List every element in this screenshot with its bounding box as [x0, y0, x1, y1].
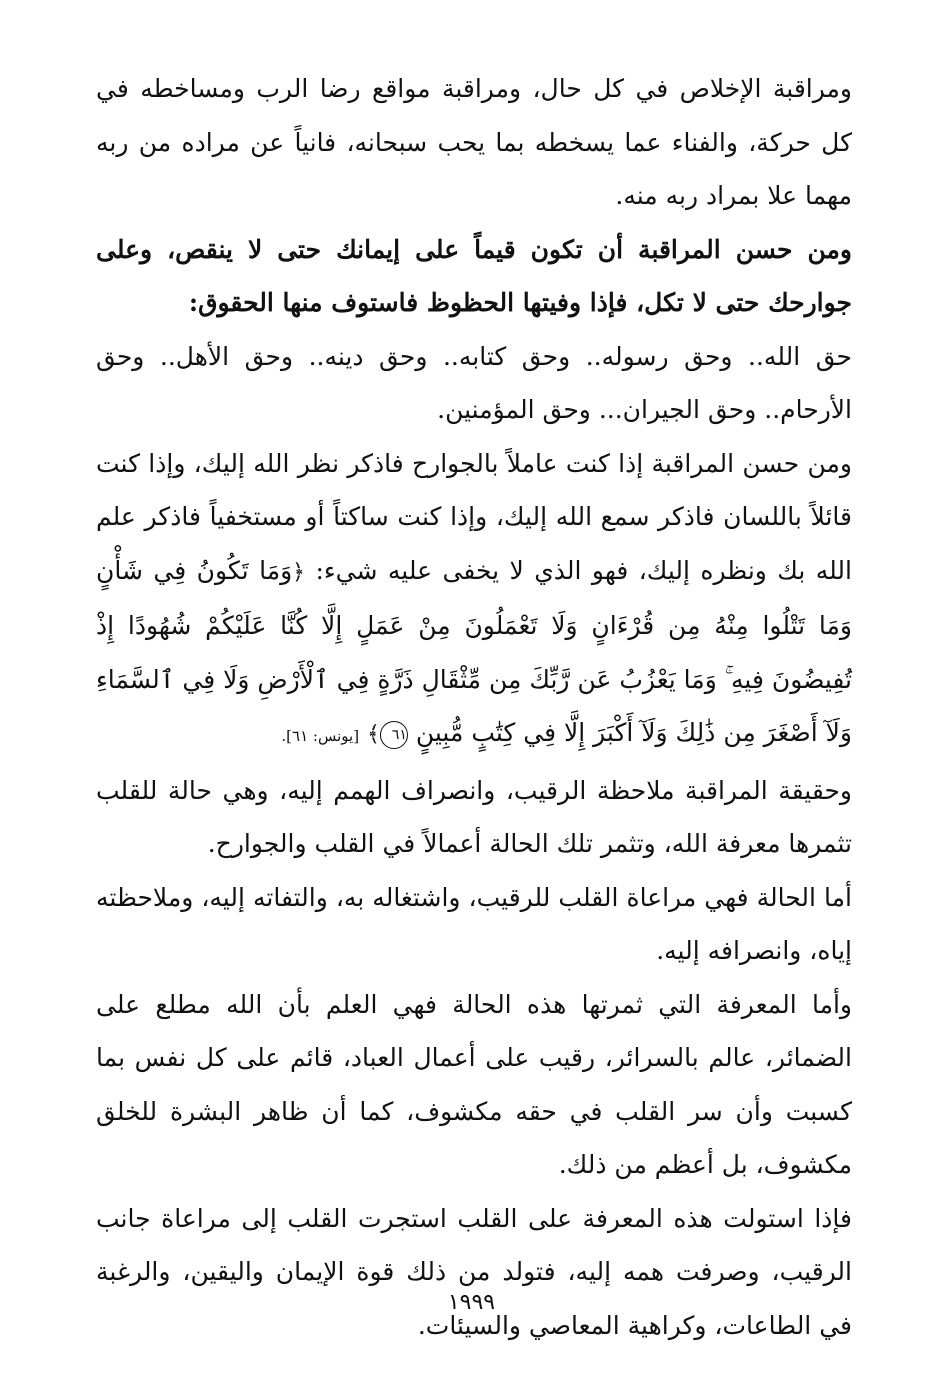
paragraph-3: حق الله.. وحق رسوله.. وحق كتابه.. وحق دينه.. وحق الأهل.. وحق الأرحام.. وحق الجيران... وحق المؤمنين.	[96, 341, 852, 424]
paragraph-5: وحقيقة المراقبة ملاحظة الرقيب، وانصراف الهمم إليه، وهي حالة للقلب تثمرها معرفة الله، وتثمر تلك الحالة أعمالاً في القلب والجوارح.	[96, 775, 852, 858]
paragraph-8: فإذا استولت هذه المعرفة على القلب استجرت القلب إلى مراعاة جانب الرقيب، وصرفت همه إليه، فتولد من ذلك قوة الإيمان واليقين، والرغبة في الطاعات، وكراهية المعاصي والسيئات.	[96, 1203, 852, 1340]
paragraph-1: ومراقبة الإخلاص في كل حال، ومراقبة مواقع رضا الرب ومساخطه في كل حركة، والفناء عما يسخطه بما يحب سبحانه، فانياً عن مراده من ربه مهما علا بمراد ربه منه.	[96, 74, 852, 210]
paragraph-4-with-verse	[96, 437, 852, 764]
ornate-bracket-open: ﴿	[292, 559, 306, 585]
quran-verse: وَمَا تَكُونُ فِي شَأْنٍ وَمَا تَتْلُوا مِنْهُ مِن قُرْءَانٍ وَلَا تَعْمَلُونَ مِنْ عَمَلٍ إِلَّا كُنَّا عَلَيْكُمْ شُهُودًا إِذْ تُفِيضُونَ فِيهِ ۚ وَمَا يَعْزُبُ عَن رَّبِّكَ مِن مِّثْقَالِ ذَرَّةٍ فِي ٱلْأَرْضِ وَلَا فِي ٱلسَّمَاءِ وَلَآ أَصْغَرَ مِن ذَٰلِكَ وَلَآ أَكْبَرَ إِلَّا فِي كِتَٰبٍ مُّبِينٍ	[96, 555, 852, 747]
page-number: ١٩٩٩	[447, 1290, 496, 1315]
paragraph-4-intro: ومن حسن المراقبة إذا كنت عاملاً بالجوارح فاذكر نظر الله إليك، وإذا كنت قائلاً باللسان فاذكر سمع الله إليك، وإذا كنت ساكتاً أو مستخفياً فاذكر علم الله بك ونظره إليك، فهو الذي لا يخفى عليه شيء:	[96, 448, 852, 585]
paragraph-7: وأما المعرفة التي ثمرتها هذه الحالة فهي العلم بأن الله مطلع على الضمائر، عالم بالسرائر، رقيب على أعمال العباد، قائم على كل نفس بما كسبت وأن سر القلب في حقه مكشوف، كما أن ظاهر البشرة للخلق مكشوف، بل أعظم من ذلك.	[96, 989, 852, 1179]
paragraph-2-bold: ومن حسن المراقبة أن تكون قيماً على إيمانك حتى لا ينقص، وعلى جوارحك حتى لا تكل، فإذا وفيتها الحظوظ فاستوف منها الحقوق:	[96, 234, 852, 317]
verse-reference: [يونس: ٦١].	[281, 727, 360, 745]
paragraph-6: أما الحالة فهي مراعاة القلب للرقيب، واشتغاله به، والتفاته إليه، وملاحظته إياه، وانصرافه إليه.	[96, 882, 852, 965]
ornate-bracket-close: ﴾	[367, 722, 380, 747]
page-body	[96, 62, 852, 1352]
ayah-number-marker: ٦١	[380, 721, 408, 749]
